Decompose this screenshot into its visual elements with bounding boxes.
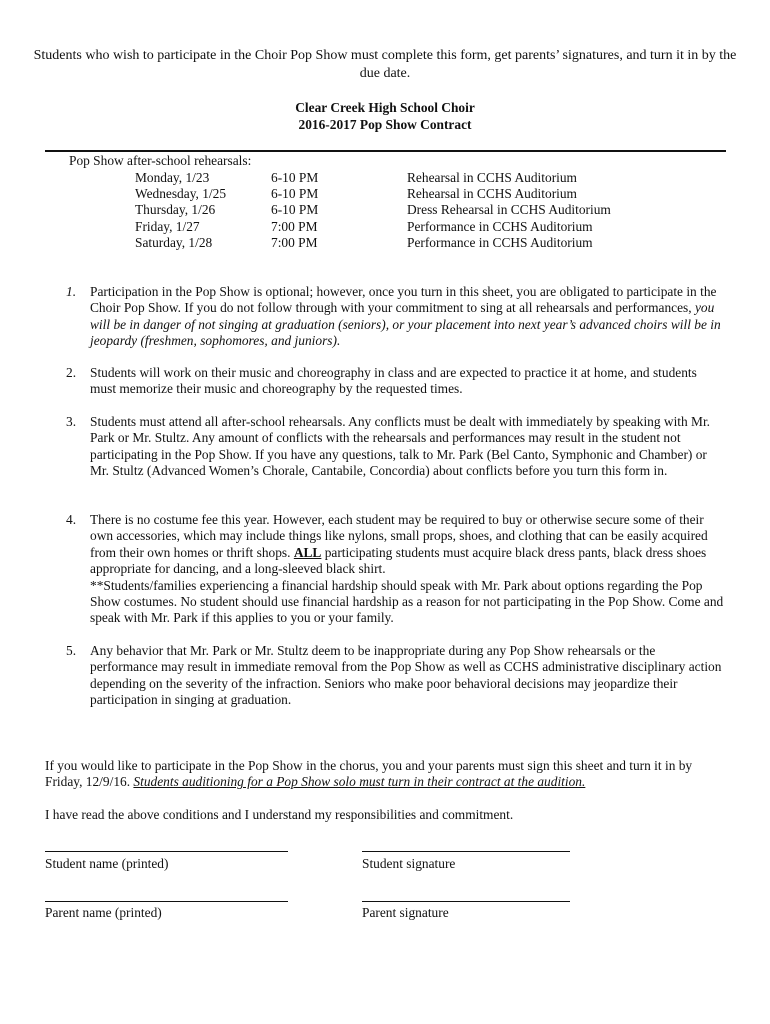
schedule-row — [0, 235, 770, 251]
acknowledgment: I have read the above conditions and I understand my responsibilities and commitment. — [45, 807, 514, 822]
schedule-time: 7:00 PM — [271, 218, 318, 234]
schedule-day: Friday, 1/27 — [135, 218, 200, 234]
schedule-day: Saturday, 1/28 — [135, 235, 213, 251]
student-name-line[interactable] — [45, 851, 288, 852]
item-number: 4. — [66, 512, 77, 527]
parent-signature-line[interactable] — [362, 901, 570, 902]
item-text: Any behavior that Mr. Park or Mr. Stultz deem to be inappropriate during any Pop Show rehearsals or the performance may result in immediate removal from the Pop Show as well as CCHS administrative disciplinary action depending on the severity of the infraction. Seniors who make poor behavioral decisions may jeopardize their participation in singing at graduation. — [90, 643, 722, 708]
parent-name-label: Parent name (printed) — [45, 905, 162, 920]
schedule-event: Rehearsal in CCHS Auditorium — [407, 185, 577, 201]
schedule-event: Performance in CCHS Auditorium — [407, 218, 593, 234]
item-text: There is no costume fee this year. However, each student may be required to buy or otherwise secure some of their own accessories, which may include things like nylons, small props, shoes, and clothing that can be easily acquired from their own homes or thrift shops. ALL participating students must acquire black dress pants, black dress shoes appropriate for dancing, and a long-sleeved black shirt. **Students/families experiencing a financial hardship should speak with Mr. Park about options regarding the Pop Show costumes. No student should use financial hardship as a reason for not participating in the Pop Show. Come and speak with Mr. Park if this applies to you or your family. — [90, 512, 726, 627]
condition-item-1 — [66, 284, 726, 350]
schedule-time: 6-10 PM — [271, 202, 319, 218]
condition-item-5 — [66, 643, 726, 709]
item-number: 2. — [66, 365, 77, 380]
schedule-time: 6-10 PM — [271, 185, 319, 201]
closing-instructions: If you would like to participate in the Pop Show in the chorus, you and your parents must sign this sheet and turn it in by Friday, 12/9/16. Students auditioning for a Pop Show solo must turn in their contract at the audition. — [45, 758, 693, 790]
school-title: Clear Creek High School Choir — [295, 100, 475, 115]
schedule-event: Performance in CCHS Auditorium — [407, 235, 593, 251]
schedule-day: Thursday, 1/26 — [135, 202, 216, 218]
item-text: Students will work on their music and choreography in class and are expected to practice it at home, and students must memorize their music and choreography by the requested times. — [90, 365, 697, 397]
schedule-row — [0, 202, 770, 218]
item-number: 1. — [66, 284, 77, 299]
parent-signature-label: Parent signature — [362, 905, 449, 920]
item-number: 5. — [66, 643, 77, 658]
schedule-time: 6-10 PM — [271, 169, 319, 185]
student-signature-line[interactable] — [362, 851, 570, 852]
schedule-day: Monday, 1/23 — [135, 169, 210, 185]
schedule-title: Pop Show after-school rehearsals: — [69, 153, 252, 168]
student-signature-label: Student signature — [362, 856, 456, 871]
heading-divider — [45, 150, 726, 152]
student-name-label: Student name (printed) — [45, 856, 169, 871]
all-emphasis: ALL — [293, 544, 322, 560]
item-warning: you will be in danger of not singing at graduation (seniors), or your placement into next year’s advanced choirs will be in jeopardy (freshmen, sophomores, and juniors). — [90, 300, 721, 349]
solo-audition-note: Students auditioning for a Pop Show solo must turn in their contract at the audition. — [133, 774, 586, 790]
hardship-note: **Students/families experiencing a financial hardship should speak with Mr. Park about options regarding the Pop Show costumes. No student should use financial hardship as a reason for not participating in the Pop Show. Come and speak with Mr. Park if this applies to you or your family. — [90, 577, 724, 626]
condition-item-3 — [66, 414, 726, 480]
contract-title: 2016-2017 Pop Show Contract — [298, 117, 472, 132]
schedule-day: Wednesday, 1/25 — [135, 185, 227, 201]
schedule-time: 7:00 PM — [271, 235, 318, 251]
schedule-event: Dress Rehearsal in CCHS Auditorium — [407, 202, 611, 218]
item-text: Students must attend all after-school rehearsals. Any conflicts must be dealt with immediately by speaking with Mr. Park or Mr. Stultz. Any amount of conflicts with the rehearsals and performances may result in the student not participating in the Pop Show. If you have any questions, talk to Mr. Park (Bel Canto, Symphonic and Chamber) or Mr. Stultz (Advanced Women’s Chorale, Cantabile, Concordia) about conflicts before you turn this form in. — [90, 414, 711, 479]
item-number: 3. — [66, 414, 77, 429]
intro-text: Students who wish to participate in the Choir Pop Show must complete this form, get parents’ signatures, and turn it in by the due date. — [33, 48, 737, 81]
schedule-event: Rehearsal in CCHS Auditorium — [407, 169, 577, 185]
item-text: Participation in the Pop Show is optional; however, once you turn in this sheet, you are obligated to participate in the Choir Pop Show. If you do not follow through with your commitment to sing at all rehearsals and performances, you will be in danger of not singing at graduation (seniors), or your placement into next year’s advanced choirs will be in jeopardy (freshmen, sophomores, and juniors). — [90, 284, 721, 349]
condition-item-4 — [66, 512, 726, 627]
condition-item-2 — [66, 365, 726, 398]
schedule-row — [0, 219, 770, 235]
schedule-row — [0, 186, 770, 202]
schedule-row — [0, 170, 770, 186]
parent-name-line[interactable] — [45, 901, 288, 902]
